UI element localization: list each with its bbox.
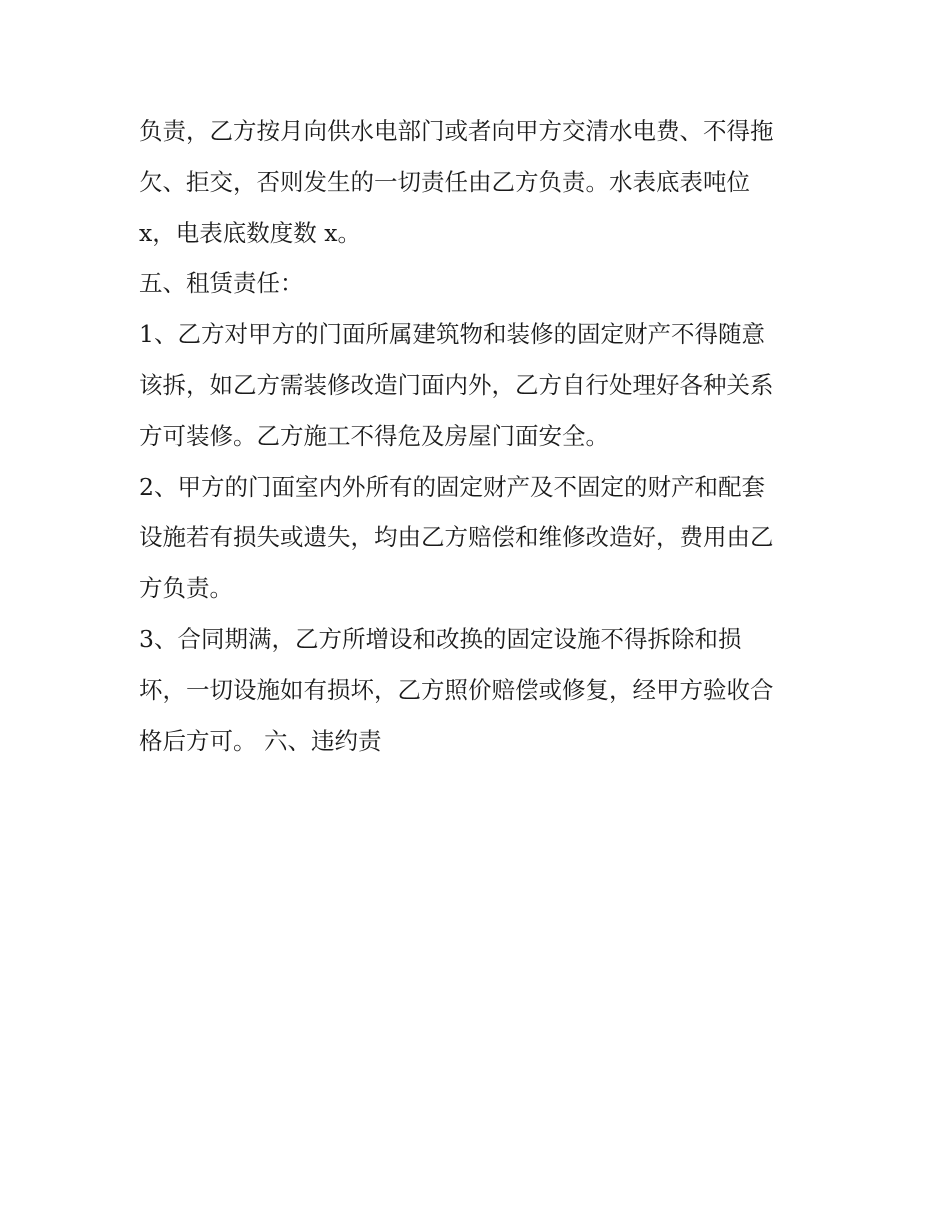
body-line-3: x，电表底数度数 x。 [139,218,361,247]
clause-3-line-3: 格后方可。 六、违约责 [139,726,382,755]
clause-2-line-3: 方负责。 [139,574,233,603]
clause-2-line-1: 2、甲方的门面室内外所有的固定财产及不固定的财产和配套 [139,472,765,501]
body-line-1: 负责，乙方按月向供水电部门或者向甲方交清水电费、不得拖 [139,117,774,145]
clause-3-line-2: 坏，一切设施如有损坏，乙方照价赔偿或修复，经甲方验收合 [139,675,774,704]
clause-2-line-2: 设施若有损失或遗失，均由乙方赔偿和维修改造好，费用由乙 [139,523,774,552]
body-line-2: 欠、拒交，否则发生的一切责任由乙方负责。水表底表吨位 [139,167,750,196]
document-body [139,106,819,766]
section-heading-lease-responsibility: 五、租赁责任： [139,269,304,298]
clause-1-line-3: 方可装修。乙方施工不得危及房屋门面安全。 [139,421,609,450]
clause-1-line-2: 该拆，如乙方需装修改造门面内外，乙方自行处理好各种关系 [139,370,774,399]
clause-1-line-1: 1、乙方对甲方的门面所属建筑物和装修的固定财产不得随意 [139,320,765,349]
clause-3-line-1: 3、合同期满，乙方所增设和改换的固定设施不得拆除和损 [139,624,742,653]
